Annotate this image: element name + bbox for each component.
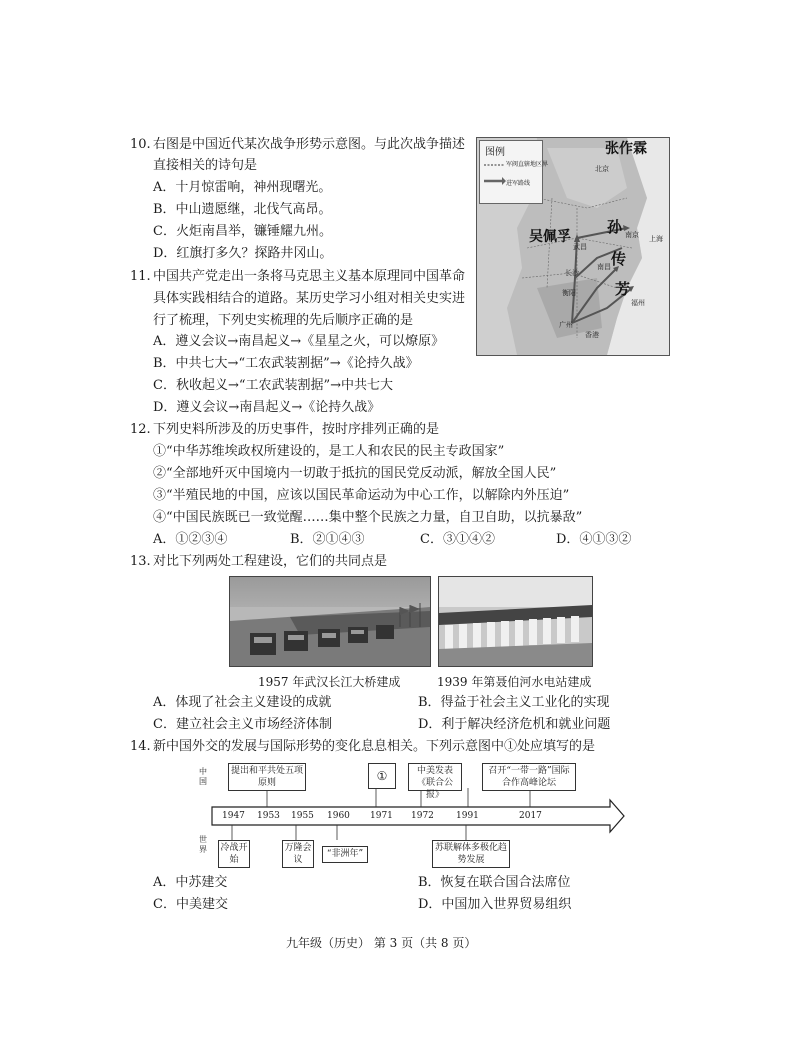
photo-wuhan-bridge <box>229 576 431 667</box>
q10-number: 10. <box>130 137 151 152</box>
year-1971: 1971 <box>370 811 393 821</box>
timeline-box-sino-us-communique: 中美发表《联合公报》 <box>408 763 462 791</box>
year-1991: 1991 <box>456 811 479 821</box>
map-city-changsha: 长沙 <box>565 269 579 277</box>
q10-option-a[interactable]: A．十月惊雷响，神州现曙光。 <box>153 180 332 195</box>
map-city-wuchang: 武昌 <box>573 243 587 251</box>
q14-number: 14. <box>130 739 151 754</box>
timeline-box-ussr-collapse: 苏联解体多极化趋势发展 <box>432 840 510 868</box>
legend-item-route: 进军路线 <box>506 180 531 187</box>
legend-title: 图例 <box>485 147 505 158</box>
year-1960: 1960 <box>327 811 350 821</box>
timeline-box-cold-war: 冷战开始 <box>218 840 250 868</box>
year-1947: 1947 <box>222 811 245 821</box>
q14-stem: 新中国外交的发展与国际形势的变化息息相关。下列示意图中①处应填写的是 <box>153 739 596 754</box>
map-label-sun-1: 孙 <box>607 218 623 236</box>
dam-drawing <box>439 577 592 666</box>
map-city-fuzhou: 福州 <box>631 299 645 307</box>
timeline-label-world: 世界 <box>199 835 207 854</box>
q13-option-c[interactable]: C．建立社会主义市场经济体制 <box>153 717 332 732</box>
q10-stem-line2: 直接相关的诗句是 <box>153 158 258 173</box>
year-1955: 1955 <box>291 811 314 821</box>
q14-option-b[interactable]: B．恢复在联合国合法席位 <box>418 875 571 890</box>
map-label-sun-2: 传 <box>611 250 627 268</box>
q11-stem-line1: 中国共产党走出一条将马克思主义基本原理同中国革命 <box>153 269 466 284</box>
timeline-box-belt-and-road-forum: 召开“一带一路”国际合作高峰论坛 <box>482 763 576 791</box>
q11-number: 11. <box>130 269 151 284</box>
q14-option-a[interactable]: A．中苏建交 <box>153 875 228 890</box>
map-city-guangzhou: 广州 <box>559 321 573 329</box>
map-label-wu: 吴佩孚 <box>529 229 571 245</box>
page-footer: 九年级（历史） 第 3 页（共 8 页） <box>286 936 477 950</box>
map-legend <box>479 140 549 204</box>
q12-source-1: ①“中华苏维埃政权所建设的，是工人和农民的民主专政国家” <box>153 444 505 459</box>
q13-option-b[interactable]: B．得益于社会主义工业化的实现 <box>418 695 610 710</box>
q12-option-b[interactable]: B．②①④③ <box>290 532 365 547</box>
q13-option-a[interactable]: A．体现了社会主义建设的成就 <box>153 695 332 710</box>
q14-option-d[interactable]: D．中国加入世界贸易组织 <box>418 897 572 912</box>
q11-option-c[interactable]: C．秋收起义→“工农武装割据”→中共七大 <box>153 378 394 393</box>
map-city-nanchang: 南昌 <box>597 263 611 271</box>
q13-stem: 对比下列两处工程建设，它们的共同点是 <box>153 554 388 569</box>
year-2017: 2017 <box>519 811 542 821</box>
timeline-box-blank-1[interactable]: ① <box>368 763 396 789</box>
year-1972: 1972 <box>411 811 434 821</box>
q11-option-a[interactable]: A．遵义会议→南昌起义→《星星之火，可以燎原》 <box>153 334 445 349</box>
q11-stem-line3: 行了梳理，下列史实梳理的先后顺序正确的是 <box>153 313 414 328</box>
legend-symbols <box>484 159 506 199</box>
q11-stem-line2: 具体实践相结合的道路。某历史学习小组对相关史实进 <box>153 291 466 306</box>
map-city-beijing: 北京 <box>595 165 609 173</box>
timeline-label-china: 中国 <box>199 767 207 786</box>
caption-wuhan-bridge: 1957 年武汉长江大桥建成 <box>258 675 401 689</box>
q10-option-c[interactable]: C．火炬南昌举，镰锤耀九州。 <box>153 224 332 239</box>
photo-dnieper-dam <box>438 576 593 667</box>
q12-option-d[interactable]: D．④①③② <box>556 532 632 547</box>
map-label-sun-3: 芳 <box>615 280 631 298</box>
q11-option-d[interactable]: D．遵义会议→南昌起义→《论持久战》 <box>153 400 381 415</box>
timeline-box-five-principles: 提出和平共处五项原则 <box>228 763 306 791</box>
timeline-box-africa-year: “非洲年” <box>322 846 368 863</box>
q14-option-c[interactable]: C．中美建交 <box>153 897 228 912</box>
q13-option-d[interactable]: D．利于解决经济危机和就业问题 <box>418 717 611 732</box>
q12-stem: 下列史料所涉及的历史事件，按时序排列正确的是 <box>153 422 440 437</box>
q12-source-4: ④“中国民族既已一致觉醒……集中整个民族之力量，自卫自助，以抗暴敌” <box>153 510 583 525</box>
q10-option-d[interactable]: D．红旗打多久？探路井冈山。 <box>153 246 333 261</box>
q12-source-2: ②“全部地歼灭中国境内一切敢于抵抗的国民党反动派，解放全国人民” <box>153 466 557 481</box>
timeline-box-bandung: 万隆会议 <box>282 840 314 868</box>
map-city-hongkong: 香港 <box>585 331 599 339</box>
q13-number: 13. <box>130 554 151 569</box>
legend-item-boundary: 军阀直辖地区界 <box>506 161 549 168</box>
map-city-shanghai: 上海 <box>649 235 663 243</box>
q12-option-c[interactable]: C．③①④② <box>420 532 495 547</box>
year-1953: 1953 <box>257 811 280 821</box>
map-label-zhang: 张作霖 <box>605 141 647 157</box>
caption-dnieper-dam: 1939 年第聂伯河水电站建成 <box>437 675 592 689</box>
q12-source-3: ③“半殖民地的中国，应该以国民革命运动为中心工作，以解除内外压迫” <box>153 488 570 503</box>
q10-option-b[interactable]: B．中山遗愿继，北伐气高昂。 <box>153 202 332 217</box>
q11-option-b[interactable]: B．中共七大→“工农武装割据”→《论持久战》 <box>153 356 419 371</box>
bridge-drawing <box>230 577 430 666</box>
q12-option-a[interactable]: A．①②③④ <box>153 532 228 547</box>
q12-number: 12. <box>130 422 151 437</box>
map-city-hengyang: 衡阳 <box>562 289 576 297</box>
q10-stem-line1: 右图是中国近代某次战争形势示意图。与此次战争描述 <box>153 137 466 152</box>
map-city-nanjing: 南京 <box>625 231 639 239</box>
war-situation-map <box>476 137 670 356</box>
